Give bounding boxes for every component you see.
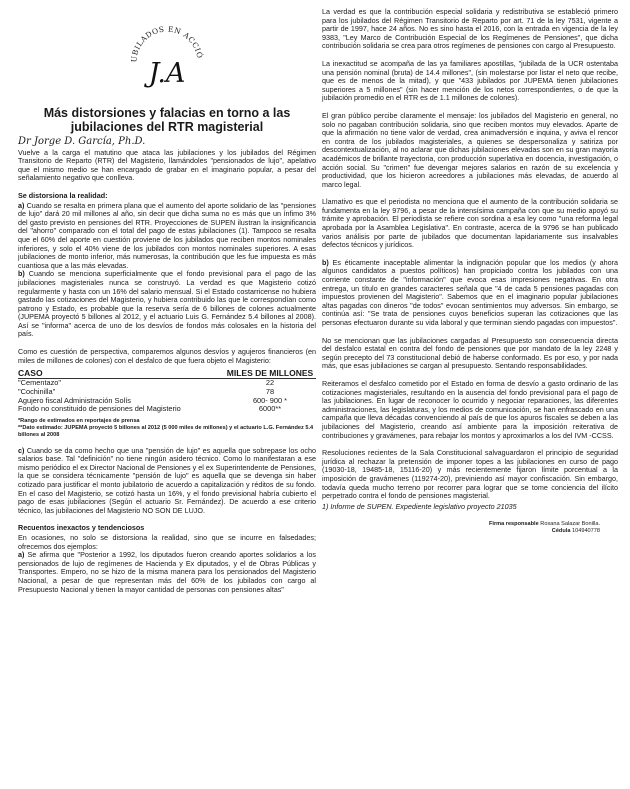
right-paragraph-7: Reiteramos el desfalco cometido por el Estado en forma de desvío a gasto ordinario de las cotizaciones magisteriales, resultando en la ausencia del fondo previsional para el pago de las jubilaciones. En lugar de reconocer lo ocurrido y negociar reparaciones, las diferentes administraciones, las legislaturas, y los medios de comunicación, se han enfrascado en una campaña que lleva décadas convenciendo al país de que los apuros fiscales se deben a las jubilaciones del Magisterio, creando así ambiente para la imposición reiterativa de contribuciones y gravámenes, para rebajar los montos y aproximarlos a los del IVM -CCSS. (322, 378, 618, 440)
author-signature: Dr Jorge D. García, Ph.D. (18, 136, 146, 147)
table-row: Agujero fiscal Administración Solís 600- 900 * (18, 395, 288, 405)
paragraph-a: a) Cuando se resalta en primera plana que el aumento del aporte solidario de las "pensiones de lujo" dará 20 mil millones al año, sin decir que dicha suma no es más que un ínfimo 3% del gasto previsto en pensiones del RTR. Proyecciones de SUPEN ilustran la insignificancia del "ahorro" comparado con el total del pago de estas jubilaciones (1). Tampoco se resalta que el 60% del aporte en cuestión proviene de los jubilados que reciben montos nominales inferiores, y solo el 40% viene de los jubilados con montos nominales superiores. A esas jubilaciones de monto inferior, más numerosas, la contribución que les fue impuesta es más cuantiosa que a las más elevadas. (18, 200, 316, 270)
right-paragraph-3: El gran público percibe claramente el mensaje: los jubilados del Magisterio en general, no solo no pagaban contribución solidaria, sino que reciben montos muy elevados. Aparte de que la afirmación no tiene valor de verdad, crea animadversión e inquina, y aviva el rencor en contra de los jubilados magisteriales, a quienes se despersonaliza y satiriza por descontextualización, al no aclarar que dichas jubilaciones elevadas son en su gran mayoría académicos de brillante trayectoria, con producción superlativa en docencia, investigación, o acción social. Su "crimen" fue devengar mejores salarios en razón de su excelencia y productividad, que los hicieron acreedores a jubilaciones más elevadas, de acuerdo al marco legal. (322, 110, 618, 189)
section2-paragraph-a: a) Se afirma que "Posterior a 1992, los diputados fueron creando aportes solidarios a los pensionados de lujo de regímenes de Hacienda y Ex diputados, y el de Obras Públicas y Transportes. Empero, no se hizo de la misma manera para los pensionados del Magisterio Nacional, a pesar de que representan más del 60% de los jubilados con cargo al Presupuesto Nacional y tienen la mayor cantidad de personas con pensiones altas" (18, 550, 316, 594)
article-title: Más distorsiones y falacias en torno a las jubilaciones del RTR magisterial (43, 106, 291, 134)
svg-text:JUBILADOS EN ACCIÓN: UBILADOS EN ACCIÓ (129, 24, 205, 63)
section-heading-recuentos: Recuentos inexactos y tendenciosos (18, 523, 145, 533)
section2-intro: En ocasiones, no solo se distorsiona la realidad, sino que se incurre en falsedades; ofrecemos dos ejemplos: (18, 532, 316, 551)
signature-block: Firma responsable Roxana Salazar Bonilla. Cédula 104940778 (488, 521, 600, 534)
right-paragraph-4: Llamativo es que el periodista no menciona que el aumento de la contribución solidaria se fundamenta en la ley 9796, a pesar de la intensísima campaña con que su medio apoyó su trámite y aprobación. El periodista se refiere con sordina a esa ley como "una reforma legal aprobada por la Asamblea Legislativa". En contraste, acerca de la 9796 se han publicado varios análisis por parte de jubilados que documentan lapidariamente sus insalvables defectos técnicos y jurídicos. (322, 197, 618, 250)
jubilados-en-accion-logo (122, 10, 212, 100)
section-heading-distorsiona: Se distorsiona la realidad: (18, 190, 108, 200)
perspective-paragraph: Como es cuestión de perspectiva, comparemos algunos desvíos y agujeros financieros (en miles de millones de colones) con el desfalco de que fuera objeto el Magisterio: (18, 347, 316, 365)
footnote: 1) Informe de SUPEN. Expediente legislativo proyecto 21035 (322, 501, 517, 511)
paragraph-c: c) Cuando se da como hecho que una "pensión de lujo" es aquella que sobrepase los ocho salarios base. Tal "definición" no tiene ningún asidero técnico. Como lo manifestaran a ese mismo periódico el ex Director Nacional de Pensiones y el ex Superintendente de Pensiones, la que se considera técnicamente "pensión de lujo" es aquella que se devenga sin haber cotizado para justificar el monto jubilatorio de acuerdo a capitalización y réditos de su fondo. En el caso del Magisterio, se cotizó hasta un 16%, y el fondo previsional habría cubierto el pago de esas jubilaciones (Según el actuario Sr. Fernández). De acuerdo a ese criterio técnico, las jubilaciones del Magisterio NO SON DE LUJO. (18, 445, 316, 515)
right-paragraph-1: La verdad es que la contribución especial solidaria y redistributiva se estableció primero para los jubilados del Régimen Transitorio de Reparto por art. 71 de la ley 7531, vigente a partir de 1997, hace 24 años. No es sino hasta el 2016, con la entrada en vigencia de la ley 9383, "Ley Marco de Contribución Especial de los Regímenes de Pensiones", que dicha contribución solidaria se crea para otros regímenes de pensiones con cargo al Presupuesto. (322, 7, 618, 51)
right-paragraph-2: La inexactitud se acompaña de las ya familiares apostillas, "jubilada de la UCR ostentaba una pensión nominal (bruta) de 14.4 millones", (sin molestarse por listar el neto que recibe, que es de menos de la mitad), y que "433 jubilados por JUPEMA tienen jubilaciones superiores a 5 millones" (sin hacer mención de los netos correspondientes, o de que la jubilación promedio en el RTR es de 1.1 millones de colones). (322, 58, 618, 103)
table-notes: *Rango de estimados en reportajes de prensa **Dato estimado: JUPEMA proyectó 5 billones al 2012 (5 000 miles de millones) y el actuario L.G. Fernández 5.4 billones al 2008 (18, 418, 314, 438)
svg-text:J.A: J.A (148, 58, 186, 89)
intro-paragraph: Vuelve a la carga el matutino que ataca las jubilaciones y los jubilados del Régimen Transitorio de Reparto (RTR) del Magisterio, llamándoles "pensionados de lujo", apelativo que el mismo medio se han encargado de grabar en el imaginario popular, a pesar del señalamiento negativo que conlleva. (18, 147, 316, 183)
table-header-amount: MILES DE MILLONES (224, 369, 316, 378)
table-row: "Cementazo" 22 (18, 378, 275, 388)
table-row: Fondo no constituido de pensiones del Magisterio 6000** (18, 404, 282, 414)
right-paragraph-8: Resoluciones recientes de la Sala Constitucional salvaguardaron el principio de seguridad jurídica al rechazar la pretensión de imponer topes a las jubilaciones en curso de pago (19030-18, 19485-18, 15116-20) y más recientemente fijaron límite porcentual a la imposición de gravámenes (119274-20), previniendo así mayor confiscación. Sin embargo, todavía queda mucho terreno por recorrer para lograr que se tome conciencia del ilícito perpetrado contra el fondo de pensiones magisterial. (322, 448, 618, 501)
right-paragraph-6: No se mencionan que las jubilaciones cargadas al Presupuesto son consecuencia directa del desfalco estatal en contra del fondo de pensiones que por mandato de la ley 2248 y según precepto del 73 constitucional debió de haberse conformado. Es por eso, y por nada más, que esas jubilaciones se cargan al presupuesto. Sentando responsabilidades. (322, 335, 618, 371)
table-header-case: CASO (18, 369, 224, 378)
right-paragraph-5: b) Es éticamente inaceptable alimentar la indignación popular que los medios (y ahora algunos candidatos a puestos políticos) han propiciado contra los jubilados con una corriente constante de "información" que evoca esas impresiones negativas. En otra entrega, un título en grandes caracteres señala que "4 de cada 5 pensiones pagadas con impuestos provienen del Magisterio". Sabemos que en el imaginario popular jubilaciones altas pagadas con dineros "de todos" evocan sentimientos muy adversos. Sin embargo, se continúa así: "Se trata de pensiones cuyos beneficios superan las cotizaciones que las personas efectuaron durante su vida laboral y que terminan siendo pagadas con impuestos". (322, 257, 618, 327)
comparison-table (18, 369, 316, 414)
paragraph-b: b) Cuando se menciona superficialmente que el fondo previsional para el pago de las jubilaciones magisteriales nunca se construyó. La verdad es que Magisterio cotizó regularmente y hasta con un 16% del salario mensual. Si el Estado costarricense no hubiera gastado las cotizaciones del Magisterio, y hubiera contribuido las que le correspondían como patrono y Estado, es probable que la reserva sería de 6 billones de colones actualmente (JUPEMA proyectó 5 billones al 2012, y el actuario Luis G. Fernández 5.4 billones al 2008). Así se "informa" acerca de uno de los desvíos de fondos más colosales en la historia del país. (18, 269, 316, 339)
right-column (322, 8, 618, 534)
table-row: "Cochinilla" 78 (18, 386, 275, 396)
left-column (18, 0, 316, 603)
